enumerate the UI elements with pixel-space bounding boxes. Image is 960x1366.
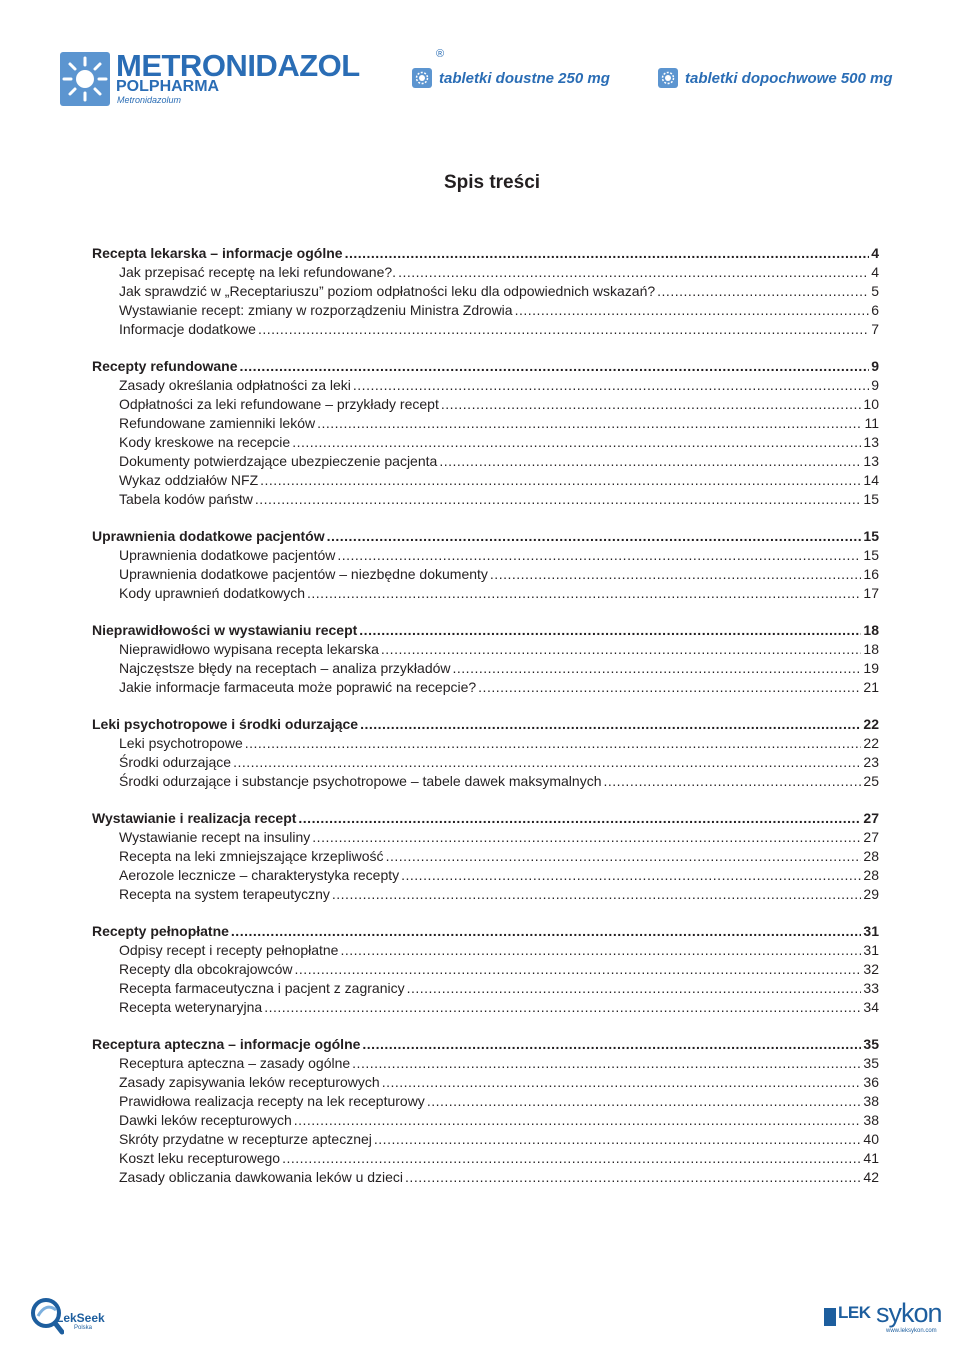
toc-entry [92, 772, 879, 791]
toc-entry [92, 734, 879, 753]
dot-leader [427, 1092, 862, 1111]
toc-entry [92, 678, 879, 697]
toc-page-number: 31 [863, 923, 879, 939]
dot-leader [292, 433, 861, 452]
dot-leader [478, 678, 861, 697]
toc-entry-label: Wykaz oddziałów NFZ [119, 472, 259, 488]
toc-entry [92, 941, 879, 960]
toc-entry [92, 452, 879, 471]
toc-entry-label: Nieprawidłowości w wystawianiu recept [92, 622, 358, 638]
toc-page-number: 17 [863, 585, 879, 601]
toc-page-number: 22 [863, 716, 879, 732]
toc-entry-label: Recepty pełnopłatne [92, 923, 229, 939]
brand-name: METRONIDAZOL [116, 48, 360, 83]
product-vaginal-tablets [658, 66, 893, 90]
toc-page-number: 23 [863, 754, 879, 770]
toc-page-number: 9 [871, 358, 879, 374]
dot-leader [439, 452, 861, 471]
dot-leader [327, 527, 862, 546]
dot-leader [374, 1130, 862, 1149]
toc-entry [92, 1054, 879, 1073]
toc-entry-label: Wystawianie recept na insuliny [119, 829, 311, 845]
toc-entry-label: Odpłatności za leki refundowane – przykłady recept [119, 396, 439, 412]
toc-entry [92, 640, 879, 659]
toc-page-number: 9 [871, 377, 879, 393]
toc-page-number: 13 [863, 453, 879, 469]
lekseek-country: Polska [74, 1325, 93, 1331]
sun-gear-icon [658, 68, 678, 88]
toc-entry-label: Kody uprawnień dodatkowych [119, 585, 306, 601]
toc-page-number: 14 [863, 472, 879, 488]
toc-entry-label: Nieprawidłowo wypisana recepta lekarska [119, 641, 379, 657]
toc-page-number: 42 [863, 1169, 879, 1185]
dot-leader [345, 244, 870, 263]
toc-page-number: 4 [871, 264, 879, 280]
dot-leader [441, 395, 862, 414]
toc-entry-label: Recepta weterynaryjna [119, 999, 263, 1015]
product-label: tabletki dopochwowe 500 mg [685, 69, 893, 87]
toc-page-number: 15 [863, 547, 879, 563]
metronidazol-logo [60, 48, 445, 108]
toc-entry-label: Zasady określania odpłatności za leki [119, 377, 351, 393]
dot-leader [515, 301, 870, 320]
dot-leader [337, 546, 861, 565]
dot-leader [245, 734, 862, 753]
toc-page-number: 15 [863, 528, 879, 544]
toc-entry-label: Środki odurzające i substancje psychotropowe – tabele dawek maksymalnych [119, 773, 602, 789]
toc-entry [92, 433, 879, 452]
toc-entry-label: Odpisy recept i recepty pełnopłatne [119, 942, 339, 958]
toc-entry [92, 1073, 879, 1092]
dot-leader [382, 1073, 862, 1092]
section-spacer [92, 791, 879, 809]
toc-entry-label: Recepta farmaceutyczna i pacjent z zagranicy [119, 980, 405, 996]
toc-entry [92, 1130, 879, 1149]
dot-leader [353, 376, 869, 395]
toc-page-number: 29 [863, 886, 879, 902]
dot-leader [260, 471, 861, 490]
section-spacer [92, 1017, 879, 1035]
dot-leader [401, 866, 861, 885]
toc-page-number: 41 [863, 1150, 879, 1166]
toc-section-heading [92, 357, 879, 376]
toc-entry-label: Najczęstsze błędy na receptach – analiza przykładów [119, 660, 451, 676]
dot-leader [255, 490, 862, 509]
toc-entry [92, 828, 879, 847]
toc-entry [92, 584, 879, 603]
section-spacer [92, 904, 879, 922]
toc-page-number: 19 [863, 660, 879, 676]
dot-leader [386, 847, 862, 866]
toc-entry-label: Recepty dla obcokrajowców [119, 961, 293, 977]
toc-section-heading [92, 715, 879, 734]
toc-entry-label: Refundowane zamienniki leków [119, 415, 316, 431]
toc-entry [92, 282, 879, 301]
toc-entry-label: Środki odurzające [119, 754, 232, 770]
toc-entry-label: Aerozole lecznicze – charakterystyka recepty [119, 867, 400, 883]
toc-entry-label: Uprawnienia dodatkowe pacjentów – niezbędne dokumenty [119, 566, 488, 582]
toc-entry-label: Recepta na leki zmniejszające krzepliwość [119, 848, 384, 864]
toc-page-number: 27 [863, 810, 879, 826]
toc-entry [92, 960, 879, 979]
dot-leader [453, 659, 862, 678]
section-spacer [92, 697, 879, 715]
dot-leader [340, 941, 861, 960]
dot-leader [405, 1168, 861, 1187]
toc-section-heading [92, 809, 879, 828]
toc-entry-label: Wystawianie recept: zmiany w rozporządzeniu Ministra Zdrowia [119, 302, 513, 318]
toc-page-number: 34 [863, 999, 879, 1015]
toc-entry [92, 263, 879, 282]
toc-entry [92, 471, 879, 490]
sun-gear-icon [412, 68, 432, 88]
dot-leader [359, 621, 861, 640]
toc-page-number: 36 [863, 1074, 879, 1090]
toc-entry [92, 659, 879, 678]
dot-leader [307, 584, 861, 603]
toc-entry-label: Skróty przydatne w recepturze aptecznej [119, 1131, 372, 1147]
dot-leader [362, 1035, 861, 1054]
lekseek-name: LekSeek [56, 1311, 105, 1325]
toc-entry-label: Zasady obliczania dawkowania leków u dzieci [119, 1169, 404, 1185]
toc-page-number: 6 [871, 302, 879, 318]
dot-leader [490, 565, 862, 584]
toc-entry [92, 320, 879, 339]
toc-entry [92, 998, 879, 1017]
toc-entry-label: Wystawianie i realizacja recept [92, 810, 297, 826]
toc-page-number: 13 [863, 434, 879, 450]
dot-leader [298, 809, 861, 828]
dot-leader [657, 282, 869, 301]
toc-entry-label: Leki psychotropowe i środki odurzające [92, 716, 359, 732]
toc-entry [92, 414, 879, 433]
lekseek-logo [30, 1294, 110, 1340]
toc-entry [92, 301, 879, 320]
table-of-contents [92, 244, 879, 1187]
toc-entry-label: Jak sprawdzić w „Receptariuszu” poziom odpłatności leku dla odpowiednich wskazań? [119, 283, 656, 299]
product-oral-tablets [412, 66, 610, 90]
dot-leader [398, 263, 869, 282]
dot-leader [312, 828, 861, 847]
toc-entry [92, 490, 879, 509]
toc-entry-label: Uprawnienia dodatkowe pacjentów [119, 547, 336, 563]
toc-entry [92, 1149, 879, 1168]
dot-leader [381, 640, 862, 659]
toc-entry-label: Recepta na system terapeutyczny [119, 886, 330, 902]
dot-leader [258, 320, 869, 339]
toc-page-number: 4 [871, 245, 879, 261]
toc-entry-label: Tabela kodów państw [119, 491, 253, 507]
leksykon-logo [824, 1298, 942, 1338]
dot-leader [603, 772, 861, 791]
dot-leader [360, 715, 861, 734]
toc-section-heading [92, 922, 879, 941]
toc-page-number: 38 [863, 1112, 879, 1128]
page-title: Spis treści [443, 172, 541, 193]
dot-leader [264, 998, 861, 1017]
toc-entry-label: Koszt leku recepturowego [119, 1150, 281, 1166]
toc-page-number: 18 [863, 641, 879, 657]
toc-entry [92, 546, 879, 565]
leksykon-sykon: sykon [876, 1298, 942, 1328]
toc-page-number: 25 [863, 773, 879, 789]
toc-entry-label: Recepty refundowane [92, 358, 238, 374]
leksykon-mark-icon [824, 1308, 836, 1326]
toc-entry [92, 847, 879, 866]
toc-entry [92, 753, 879, 772]
toc-page-number: 27 [863, 829, 879, 845]
toc-section-heading [92, 621, 879, 640]
dot-leader [332, 885, 862, 904]
toc-page-number: 28 [863, 848, 879, 864]
toc-page-number: 18 [863, 622, 879, 638]
toc-page-number: 33 [863, 980, 879, 996]
toc-page-number: 21 [863, 679, 879, 695]
toc-page-number: 10 [863, 396, 879, 412]
toc-page-number: 40 [863, 1131, 879, 1147]
toc-entry-label: Leki psychotropowe [119, 735, 243, 751]
toc-entry-label: Dawki leków recepturowych [119, 1112, 292, 1128]
dot-leader [407, 979, 862, 998]
toc-page-number: 35 [863, 1055, 879, 1071]
section-spacer [92, 603, 879, 621]
toc-entry-label: Prawidłowa realizacja recepty na lek recepturowy [119, 1093, 425, 1109]
toc-section-heading [92, 244, 879, 263]
toc-page-number: 15 [863, 491, 879, 507]
toc-entry-label: Jakie informacje farmaceuta może poprawić na recepcie? [119, 679, 477, 695]
toc-page-number: 11 [864, 415, 879, 431]
toc-page-number: 5 [871, 283, 879, 299]
dot-leader [239, 357, 869, 376]
leksykon-lek: LEK [838, 1303, 871, 1322]
toc-entry [92, 376, 879, 395]
toc-page-number: 32 [863, 961, 879, 977]
toc-entry-label: Receptura apteczna – informacje ogólne [92, 1036, 361, 1052]
toc-entry [92, 979, 879, 998]
dot-leader [233, 753, 861, 772]
toc-page-number: 7 [871, 321, 879, 337]
dot-leader [352, 1054, 861, 1073]
toc-entry [92, 1168, 879, 1187]
section-spacer [92, 339, 879, 357]
toc-entry [92, 866, 879, 885]
toc-entry [92, 395, 879, 414]
toc-entry [92, 1111, 879, 1130]
generic-name: Metronidazolum [117, 95, 182, 105]
toc-page-number: 28 [863, 867, 879, 883]
toc-entry-label: Recepta lekarska – informacje ogólne [92, 245, 343, 261]
toc-entry [92, 885, 879, 904]
dot-leader [317, 414, 862, 433]
toc-section-heading [92, 527, 879, 546]
toc-entry-label: Kody kreskowe na recepcie [119, 434, 291, 450]
toc-entry [92, 1092, 879, 1111]
toc-page-number: 22 [863, 735, 879, 751]
leksykon-url: www.leksykon.com [886, 1328, 937, 1334]
toc-page-number: 31 [863, 942, 879, 958]
dot-leader [282, 1149, 861, 1168]
registered-mark: ® [436, 48, 445, 60]
toc-entry-label: Zasady zapisywania leków recepturowych [119, 1074, 380, 1090]
toc-page-number: 35 [863, 1036, 879, 1052]
toc-entry-label: Jak przepisać receptę na leki refundowane?. [119, 264, 397, 280]
toc-entry-label: Receptura apteczna – zasady ogólne [119, 1055, 351, 1071]
toc-section-heading [92, 1035, 879, 1054]
toc-page-number: 38 [863, 1093, 879, 1109]
polpharma-sun-icon [60, 52, 110, 106]
dot-leader [295, 960, 862, 979]
dot-leader [294, 1111, 862, 1130]
dot-leader [231, 922, 862, 941]
toc-entry-label: Informacje dodatkowe [119, 321, 256, 337]
toc-entry-label: Dokumenty potwierdzające ubezpieczenie pacjenta [119, 453, 438, 469]
toc-page-number: 16 [863, 566, 879, 582]
page-header [0, 0, 960, 120]
company-name: POLPHARMA [116, 78, 220, 95]
toc-entry [92, 565, 879, 584]
product-label: tabletki doustne 250 mg [439, 69, 610, 87]
toc-entry-label: Uprawnienia dodatkowe pacjentów [92, 528, 325, 544]
section-spacer [92, 509, 879, 527]
